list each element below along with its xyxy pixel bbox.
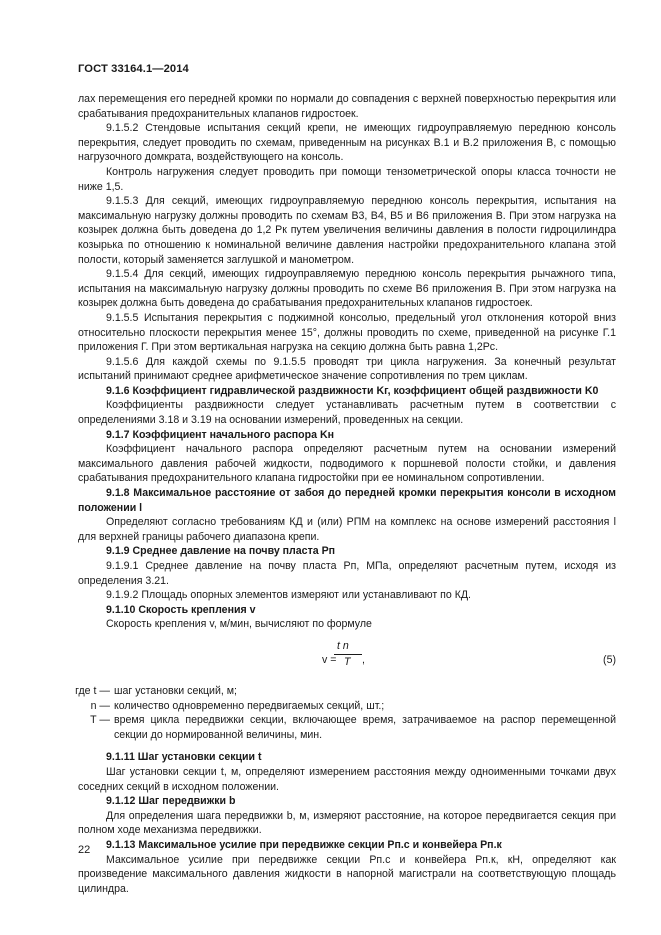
definition-symbol: T —	[90, 714, 110, 727]
paragraph: Определяют согласно требованиям КД и (или) РПМ на комплекс на основе измерений расстояния l для верхней границы рабочего диапазона крепи.	[78, 516, 616, 543]
definition-symbol: n —	[90, 699, 110, 712]
paragraph: Коэффициент начального распора определяют расчетным путем на основании измерений максимального давления рабочей жидкости, подводимого к поршневой полости стойки, и давления срабатывания предохранительного клапана гидростойки при ее номинальном сопротивлении.	[78, 443, 616, 485]
paragraph: Скорость крепления v, м/мин, вычисляют по формуле	[106, 618, 372, 631]
paragraph: 9.1.5.6 Для каждой схемы по 9.1.5.5 проводят три цикла нагружения. За конечный результат испытаний принимают среднее арифметическое значение сопротивления по трем циклам.	[78, 355, 616, 383]
section-heading: 9.1.13 Максимальное усилие при передвижке секции Pп.с и конвейера Pп.к	[106, 838, 502, 851]
paragraph: Коэффициенты раздвижности следует устанавливать расчетным путем в соответствии с определениями 3.18 и 3.19 на основании измерений, проведенных на секции.	[78, 399, 616, 427]
section-heading: 9.1.8 Максимальное расстояние от забоя до передней кромки перекрытия консоли в исходном положении l	[78, 487, 616, 514]
paragraph: Шаг установки секции t, м, определяют измерением расстояния между одноименными точками двух соседних секций в исходном положении.	[78, 765, 616, 793]
section-heading: 9.1.11 Шаг установки секции t	[106, 751, 262, 764]
formula-denominator: T	[344, 655, 351, 668]
variable-definitions	[64, 684, 616, 742]
paragraph: 9.1.5.4 Для секций, имеющих гидроуправляемую переднюю консоль перекрытия рычажного типа, испытания на максимальную нагрузку должны проводить по схеме В6 приложения В. При этом нагрузка на козырек должна быть доведена до срабатывания предохранительных клапанов гидростоек.	[78, 268, 616, 310]
paragraph: 9.1.5.3 Для секций, имеющих гидроуправляемую переднюю консоль перекрытия, испытания на максимальную нагрузку должны проводить по схемам В3, В4, В5 и В6 приложения В. При этом нагрузка на козырек должна быть доведена до 1,2 Рк путем увеличения величины давления в полости гидроцилиндра козырька по отношению к номинальной величине давления настройки предохранительного клапана этой полости, который заменяется заглушкой и манометром.	[78, 195, 616, 266]
paragraph: 9.1.5.2 Стендовые испытания секций крепи, не имеющих гидроуправляемую переднюю консоль перекрытия, следует проводить по схемам, приведенным на рисунках В.1 и В.2 приложения В, с помощью нагрузочного домкрата, воздействующего на консоль.	[78, 122, 616, 164]
section-heading: 9.1.9 Среднее давление на почву пласта Pп	[106, 545, 336, 558]
paragraph: Максимальное усилие при передвижке секции Pп.с и конвейера Pп.к, кН, определяют как произведение максимального давления жидкости в напорной магистрали на соответствующую площадь цилиндра.	[78, 853, 616, 895]
definition-row	[64, 713, 616, 742]
definition-text: время цикла передвижки секции, включающее время, затрачиваемое на распор перемещенной секции до нормированной величины, мин.	[114, 714, 616, 741]
section-heading: 9.1.10 Скорость крепления v	[106, 603, 256, 616]
formula-lhs: v =	[322, 653, 337, 666]
definition-text: количество одновременно передвигаемых секций, шт.;	[114, 699, 385, 712]
definition-row	[64, 684, 616, 699]
definition-row	[64, 699, 616, 714]
paragraph: 9.1.5.5 Испытания перекрытия с поджимной консолью, предельный угол отклонения которой вниз относительно плоскости перекрытия менее 15°, должны проводить по схеме, приведенной на рисунке Г.1 приложения Г. При этом вертикальная нагрузка на секцию должна быть равна 1,2Pс.	[78, 311, 616, 354]
paragraph: Контроль нагружения следует проводить при помощи тензометрической опоры класса точности не ниже 1,5.	[78, 165, 616, 193]
section-heading: 9.1.12 Шаг передвижки b	[106, 795, 236, 808]
document-body	[75, 92, 616, 896]
definition-symbol: где t —	[75, 684, 110, 697]
definition-text: шаг установки секций, м;	[114, 684, 238, 697]
formula-5	[78, 632, 616, 676]
formula-numerator: t n	[337, 639, 349, 652]
formula-number: (5)	[603, 653, 616, 666]
formula-trailing: ,	[362, 653, 365, 666]
section-heading: 9.1.6 Коэффициент гидравлической раздвижности Kг, коэффициент общей раздвижности K0	[106, 384, 599, 397]
page-number: 22	[78, 844, 91, 856]
paragraph: лах перемещения его передней кромки по нормали до совпадения с верхней поверхностью перекрытия или срабатывания предохранительных клапанов гидростоек.	[78, 93, 616, 120]
document-header: ГОСТ 33164.1—2014	[78, 63, 189, 75]
paragraph: 9.1.9.1 Среднее давление на почву пласта Pп, МПа, определяют расчетным путем, исходя из определения 3.21.	[78, 560, 616, 587]
section-heading: 9.1.7 Коэффициент начального распора Kн	[106, 428, 334, 441]
paragraph: 9.1.9.2 Площадь опорных элементов измеряют или устанавливают по КД.	[106, 589, 472, 602]
paragraph: Для определения шага передвижки b, м, измеряют расстояние, на которое передвигается секция при полном ходе механизма передвижки.	[78, 809, 616, 837]
